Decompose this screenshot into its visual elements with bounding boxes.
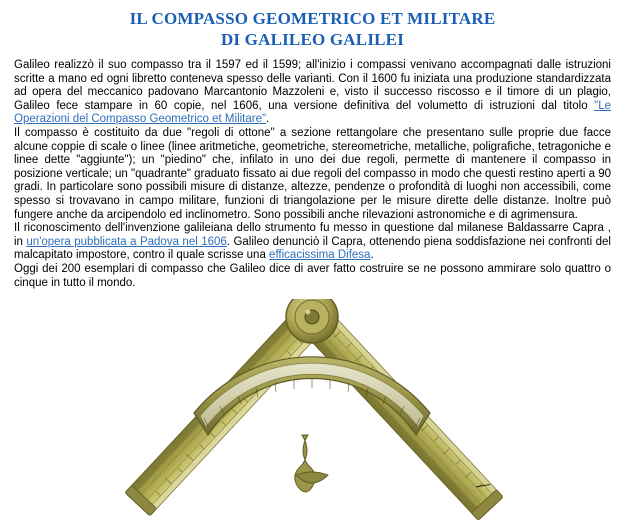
paragraph-3-text-2: . Galileo denunciò il Capra, ottenendo piena soddisfazione nei confronti del malcapitato impostore, contro il quale scrisse una bbox=[14, 235, 611, 262]
paragraph-1-text-1: Galileo realizzò il suo compasso tra il 1597 ed il 1599; all'inizio i compassi venivano accompagnati dalle istruzioni scritte a mano ed ogni libretto conteneva spesso delle varianti. Con il 1600 fu iniziata una produzione standardizzata ad opera del meccanico padovano Marcantonio Mazzoleni e, visto il successo riscosso e il timore di un plagio, Galileo fece stampare in 60 copie, nel 1606, una versione definitiva del volumetto di istruzioni dal titolo bbox=[14, 59, 611, 112]
paragraph-1-text-2: . bbox=[266, 113, 270, 126]
paragraph-1 bbox=[14, 59, 611, 127]
link-operazioni-compasso[interactable]: "Le Operazioni del Compasso Geometrico et Militare" bbox=[14, 99, 611, 126]
paragraph-3 bbox=[14, 222, 611, 263]
page-title-line-2: DI GALILEO GALILEI bbox=[220, 30, 405, 49]
paragraph-4 bbox=[14, 263, 611, 290]
figure-container bbox=[0, 299, 625, 529]
page-title bbox=[0, 0, 625, 50]
paragraph-2 bbox=[14, 127, 611, 222]
link-efficacissima-difesa[interactable]: efficacissima Difesa bbox=[269, 249, 371, 262]
paragraph-3-text-1: Il riconoscimento dell'invenzione galileiana dello strumento fu messo in questione dal milanese Baldassarre Capra , in bbox=[14, 222, 611, 248]
page-title-line-1: IL COMPASSO GEOMETRICO ET MILITARE bbox=[129, 9, 496, 28]
article-body bbox=[0, 50, 625, 290]
link-opera-padova-1606[interactable]: un'opera pubblicata a Padova nel 1606 bbox=[26, 235, 227, 248]
paragraph-3-text-3: . bbox=[370, 249, 374, 262]
paragraph-4-text-1: Oggi dei 200 esemplari di compasso che Galileo dice di aver fatto costruire se ne possono ammirare solo quattro o cinque in tutto il mondo. bbox=[14, 262, 611, 289]
paragraph-2-text-1: Il compasso è costituito da due "regoli di ottone" a sezione rettangolare che presentano sulle proprie due facce alcune coppie di scale o linee (linee aritmetiche, geometriche, stereometriche, metalliche, poligrafiche, tetragoniche e linee dette "aggiunte"); un "piedino" che, infilato in uno dei due regoli, permette di mantenere il compasso in posizione verticale; un "quadrante" graduato fissato ai due regoli del compasso in modo che questi restino aperti a 90 gradi. In particolare sono possibili misure di distanze, altezze, pendenze o profondità di luoghi non accessibili, come spesso si trovavano in campo militare, funzioni di triangolazione per le misure dirette delle distanze. Inoltre può fungere anche da arcipendolo ed inclinometro. Sono possibili anche rilevazioni astronomiche e di agrimensura. bbox=[14, 126, 611, 221]
compasso-geometrico-militare-photo bbox=[14, 299, 610, 527]
